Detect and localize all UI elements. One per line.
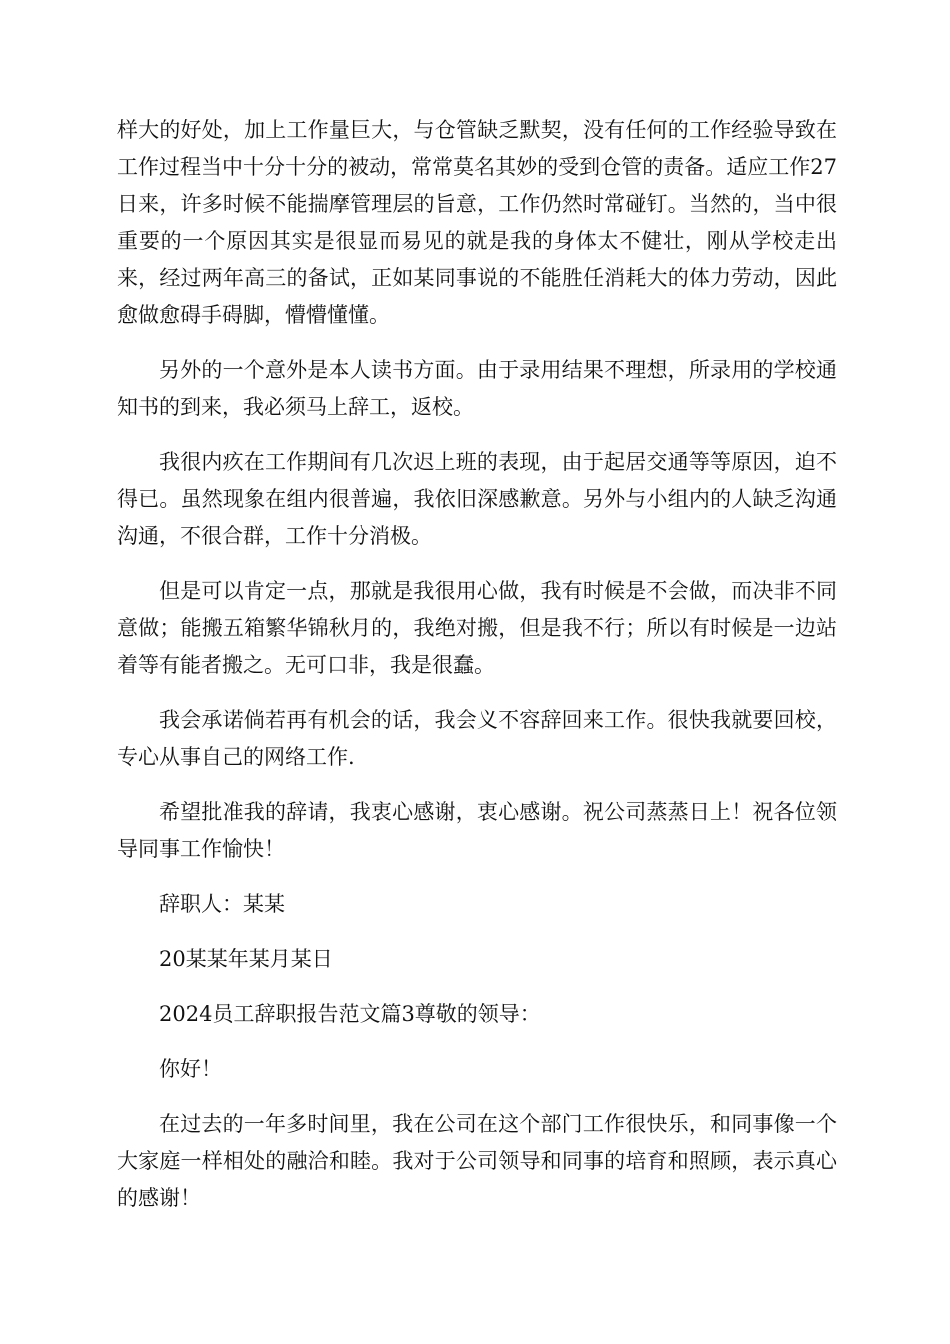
- paragraph-continuation: 样大的好处，加上工作量巨大，与仓管缺乏默契，没有任何的工作经验导致在工作过程当中十分十分的被动，常常莫名其妙的受到仓管的责备。适应工作27日来，许多时候不能揣摩管理层的旨意，工作仍然时常碰钉。当然的，当中很重要的一个原因其实是很显而易见的就是我的身体太不健壮，刚从学校走出来，经过两年高三的备试，正如某同事说的不能胜任消耗大的体力劳动，因此愈做愈碍手碍脚，懵懵懂懂。: [117, 118, 837, 327]
- paragraph-apology-lateness: 我很内疚在工作期间有几次迟上班的表现，由于起居交通等等原因，迫不得已。虽然现象在组内很普遍，我依旧深感歉意。另外与小组内的人缺乏沟通沟通，不很合群，工作十分消极。: [117, 450, 837, 548]
- document-body: [117, 112, 837, 1235]
- paragraph-gratitude: 在过去的一年多时间里，我在公司在这个部门工作很快乐，和同事像一个大家庭一样相处的融洽和睦。我对于公司领导和同事的培育和照顾，表示真心的感谢！: [117, 1112, 837, 1210]
- greeting-line: 你好！: [159, 1057, 222, 1081]
- signature-line: 辞职人：某某: [159, 892, 285, 916]
- paragraph-promise: 我会承诺倘若再有机会的话，我会义不容辞回来工作。很快我就要回校，专心从事自己的网络工作.: [117, 708, 837, 769]
- date-line: 20某某年某月某日: [159, 947, 333, 971]
- paragraph-reading-reason: 另外的一个意外是本人读书方面。由于录用结果不理想，所录用的学校通知书的到来，我必须马上辞工，返校。: [117, 358, 837, 419]
- paragraph-wishes: 希望批准我的辞请，我衷心感谢，衷心感谢。祝公司蒸蒸日上！祝各位领导同事工作愉快！: [117, 800, 837, 861]
- section-heading: 2024员工辞职报告范文篇3尊敬的领导：: [159, 1002, 541, 1026]
- paragraph-effort: 但是可以肯定一点，那就是我很用心做，我有时候是不会做，而决非不同意做；能搬五箱繁华锦秋月的，我绝对搬，但是我不行；所以有时候是一边站着等有能者搬之。无可口非，我是很蠢。: [117, 579, 837, 677]
